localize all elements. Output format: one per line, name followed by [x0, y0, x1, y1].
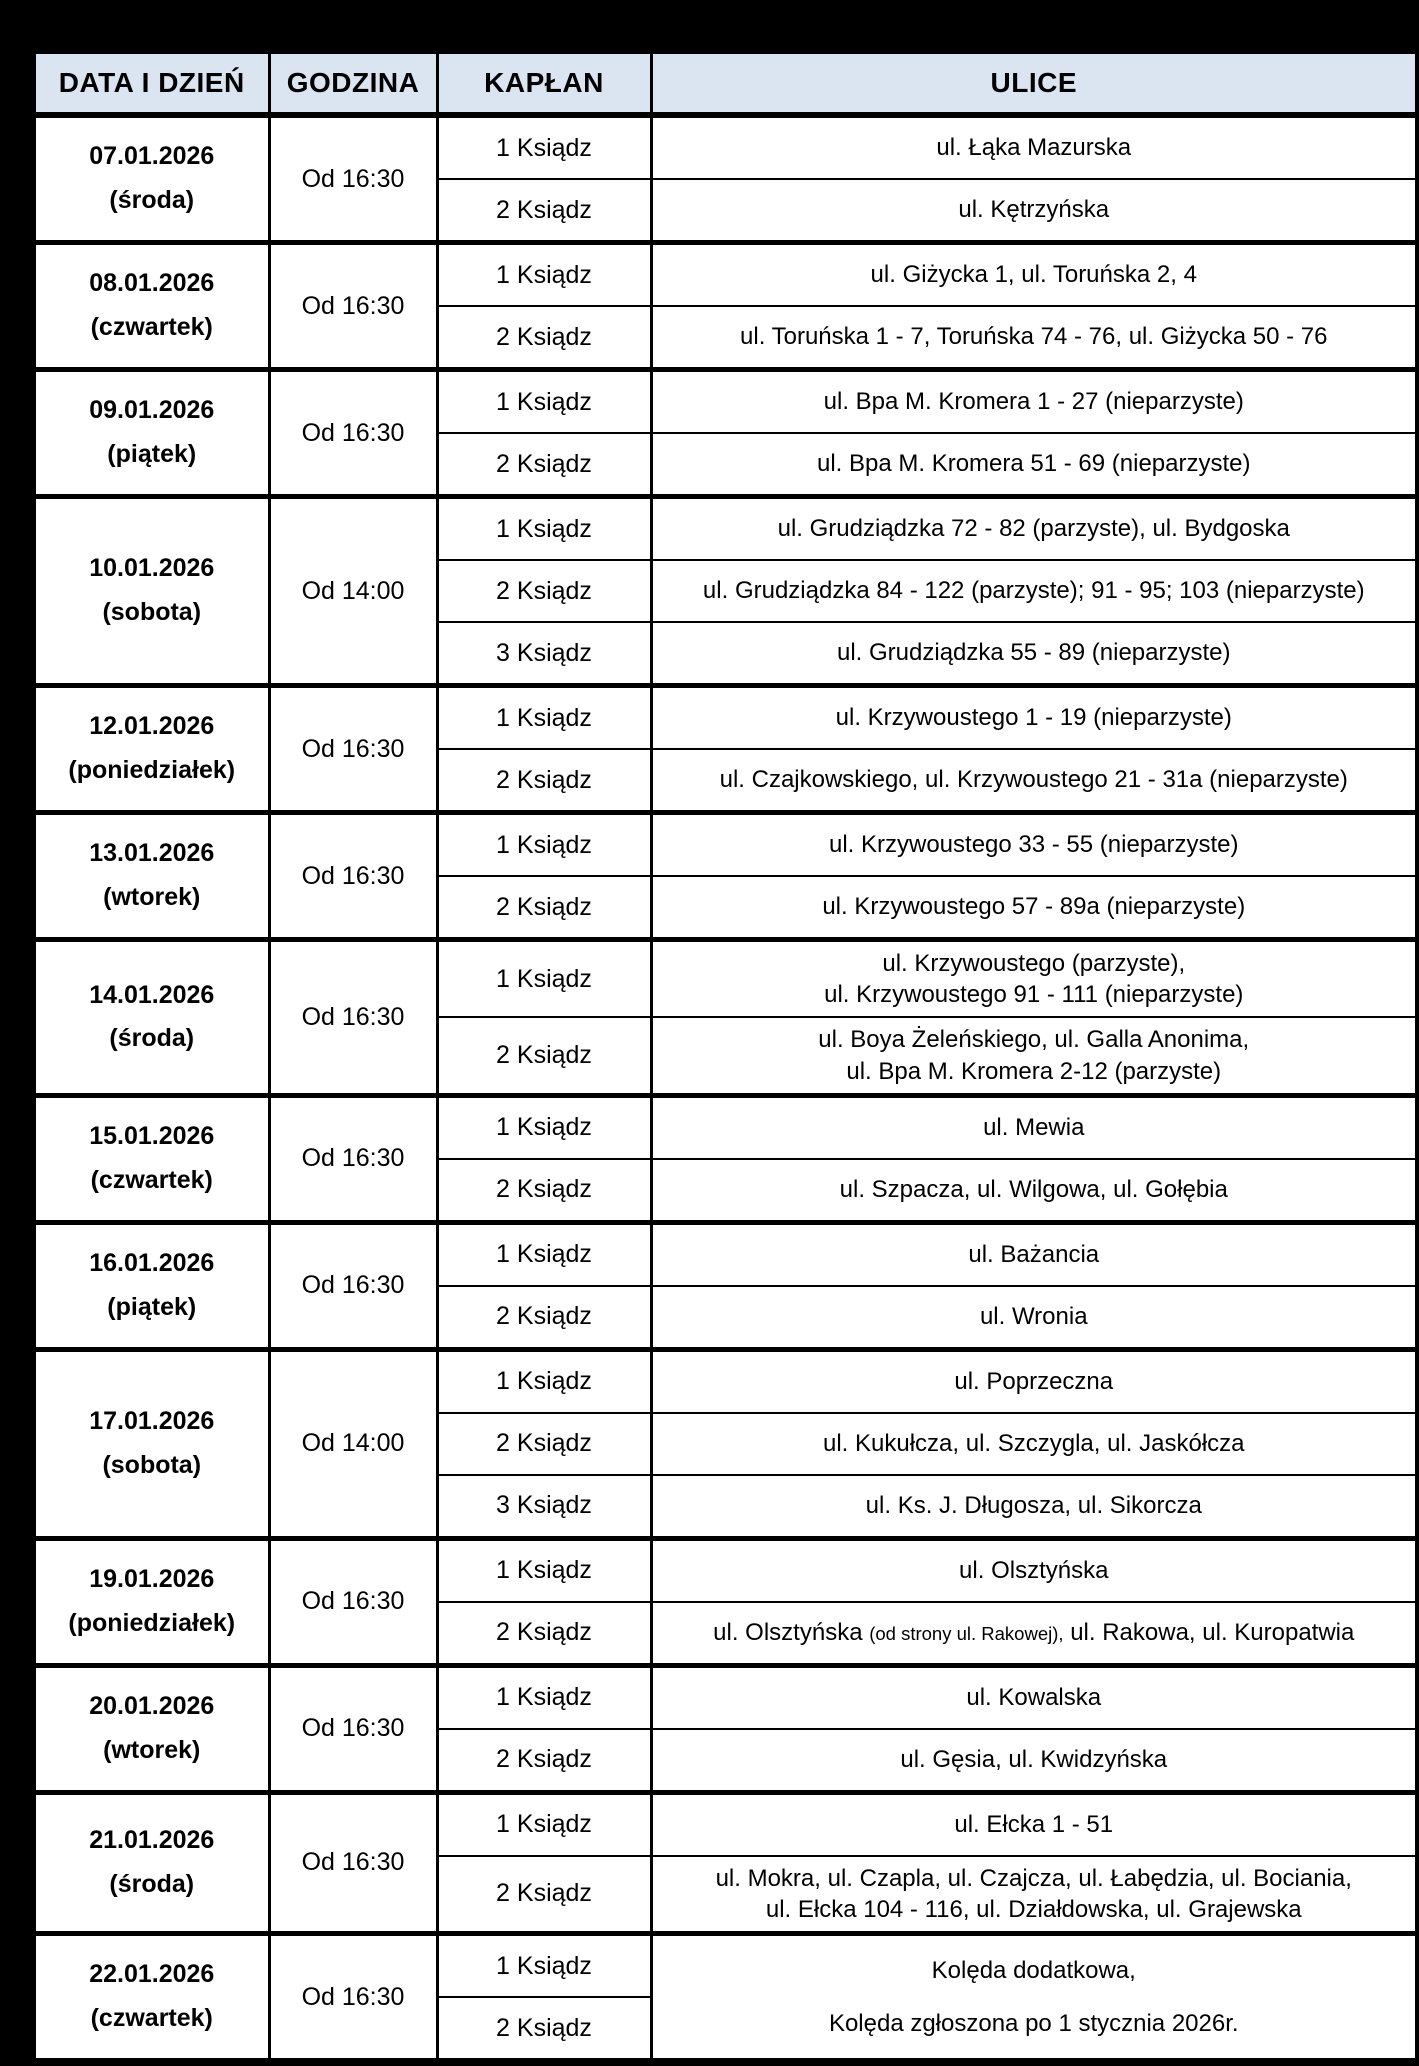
streets-cell: [651, 813, 1419, 877]
street-text-segment: ul. Ełcka 104 - 116, ul. Działdowska, ul. Grajewska: [765, 1895, 1302, 1923]
weekday-text: (czwartek): [90, 313, 213, 341]
street-text-segment: ul. Kukułcza, ul. Szczygla, ul. Jaskółcza: [822, 1430, 1245, 1458]
date-cell: [32, 1538, 269, 1665]
date-text: 16.01.2026: [89, 1249, 215, 1277]
streets-cell: [651, 1159, 1419, 1223]
time-cell: Od 16:30: [269, 243, 437, 370]
date-cell: [32, 813, 269, 940]
streets-cell: [651, 940, 1419, 1018]
street-line: [665, 575, 1404, 606]
priest-cell: 2 Ksiądz: [437, 433, 651, 497]
time-cell: Od 16:30: [269, 1934, 437, 2063]
streets-cell: [651, 497, 1419, 561]
date-cell: [32, 1792, 269, 1933]
street-text-segment: ul. Krzywoustego 57 - 89a (nieparzyste): [822, 893, 1246, 921]
weekday-text: (wtorek): [103, 883, 201, 911]
weekday-text: (wtorek): [103, 1735, 201, 1764]
kolenda-schedule-table: [28, 46, 1419, 2066]
street-text-segment: ul. Krzywoustego 91 - 111 (nieparzyste): [824, 981, 1244, 1009]
streets-cell: [651, 1413, 1419, 1475]
priest-row: [32, 686, 1419, 750]
street-line: [665, 2008, 1404, 2039]
date-text: 21.01.2026: [89, 1826, 215, 1855]
street-line: [665, 1366, 1404, 1397]
date-text: 19.01.2026: [89, 1565, 215, 1593]
street-line: [665, 1112, 1404, 1143]
priest-cell: 1 Ksiądz: [437, 1934, 651, 1998]
date-text: 17.01.2026: [89, 1407, 215, 1435]
street-line: [665, 1024, 1404, 1055]
street-line: [665, 702, 1404, 733]
weekday-text: (środa): [109, 1024, 195, 1053]
priest-row: [32, 1665, 1419, 1729]
priest-cell: 1 Ksiądz: [437, 940, 651, 1018]
street-line: [665, 1428, 1404, 1459]
street-line: [665, 764, 1404, 795]
street-text-segment: ul. Giżycka 1, ul. Toruńska 2, 4: [870, 261, 1197, 289]
weekday-text: (poniedziałek): [68, 1608, 236, 1637]
street-line: [665, 259, 1404, 290]
street-line: [665, 1682, 1404, 1713]
streets-cell: [651, 1222, 1419, 1286]
priest-cell: 2 Ksiądz: [437, 1413, 651, 1475]
time-cell: Od 16:30: [269, 813, 437, 940]
priest-cell: 3 Ksiądz: [437, 622, 651, 686]
header-streets: ULICE: [651, 50, 1419, 115]
priest-cell: 2 Ksiądz: [437, 749, 651, 813]
street-line: [665, 891, 1404, 922]
header-priest: KAPŁAN: [437, 50, 651, 115]
priest-row: [32, 115, 1419, 179]
weekday-text: (czwartek): [90, 2004, 213, 2033]
streets-cell: [651, 243, 1419, 307]
day-block: [32, 1934, 1419, 2063]
street-text-segment: ul. Gęsia, ul. Kwidzyńska: [900, 1746, 1168, 1774]
day-block: [32, 1792, 1419, 1933]
street-text-segment: ul. Grudziądzka 72 - 82 (parzyste), ul. Bydgoska: [777, 515, 1290, 543]
streets-cell: [651, 1349, 1419, 1413]
street-text-segment: ul. Grudziądzka 84 - 122 (parzyste); 91 - 95; 103 (nieparzyste): [702, 577, 1365, 605]
day-block: [32, 1349, 1419, 1538]
street-line: [665, 1744, 1404, 1775]
streets-cell: [651, 1934, 1419, 2063]
date-text: 22.01.2026: [89, 1960, 215, 1989]
priest-cell: 1 Ksiądz: [437, 1792, 651, 1856]
time-cell: Od 16:30: [269, 1222, 437, 1349]
weekday-text: (poniedziałek): [68, 756, 236, 784]
time-cell: Od 16:30: [269, 686, 437, 813]
street-line: [665, 1809, 1404, 1840]
street-text-segment: ul. Krzywoustego (parzyste),: [882, 950, 1186, 977]
priest-cell: 1 Ksiądz: [437, 497, 651, 561]
day-block: [32, 813, 1419, 940]
header-date-day: DATA I DZIEŃ: [32, 50, 269, 115]
weekday-text: (sobota): [102, 1450, 202, 1479]
priest-cell: 1 Ksiądz: [437, 1349, 651, 1413]
day-block: [32, 370, 1419, 497]
street-line: [665, 321, 1404, 352]
streets-cell: [651, 686, 1419, 750]
priest-row: [32, 1934, 1419, 1998]
priest-cell: 1 Ksiądz: [437, 1538, 651, 1602]
day-block: [32, 1222, 1419, 1349]
date-cell: [32, 1934, 269, 2063]
street-text-segment: ul. Bpa M. Kromera 51 - 69 (nieparzyste): [816, 450, 1251, 478]
date-text: 10.01.2026: [89, 554, 215, 583]
street-text-segment: ul. Poprzeczna: [954, 1368, 1114, 1396]
date-cell: [32, 686, 269, 813]
priest-cell: 2 Ksiądz: [437, 1856, 651, 1934]
street-text-segment: ul. Krzywoustego 33 - 55 (nieparzyste): [828, 831, 1239, 859]
priest-cell: 1 Ksiądz: [437, 1665, 651, 1729]
header-time: GODZINA: [269, 50, 437, 115]
date-text: 20.01.2026: [89, 1692, 215, 1720]
street-line: [665, 448, 1404, 479]
priest-row: [32, 1538, 1419, 1602]
priest-cell: 1 Ksiądz: [437, 1095, 651, 1159]
streets-cell: [651, 1856, 1419, 1934]
day-block: [32, 115, 1419, 243]
priest-cell: 2 Ksiądz: [437, 876, 651, 940]
date-cell: [32, 1095, 269, 1222]
streets-cell: [651, 1017, 1419, 1095]
streets-cell: [651, 306, 1419, 370]
day-block: [32, 1665, 1419, 1792]
street-text-segment: ul. Ks. J. Długosza, ul. Sikorcza: [865, 1492, 1202, 1520]
priest-cell: 2 Ksiądz: [437, 1729, 651, 1793]
weekday-text: (piątek): [107, 440, 197, 468]
street-line: [665, 637, 1404, 668]
time-cell: Od 16:30: [269, 1665, 437, 1792]
street-text-segment: (od strony ul. Rakowej),: [869, 1623, 1064, 1645]
date-cell: [32, 243, 269, 370]
street-text-segment: ul. Kowalska: [966, 1684, 1102, 1712]
streets-cell: [651, 1538, 1419, 1602]
priest-cell: 2 Ksiądz: [437, 1159, 651, 1223]
schedule-table-container: [28, 46, 1415, 2066]
street-line: [665, 1301, 1404, 1332]
priest-cell: 2 Ksiądz: [437, 560, 651, 622]
street-line: [665, 1555, 1404, 1586]
priest-row: [32, 940, 1419, 1018]
street-text-segment: Kolęda dodatkowa,: [931, 1956, 1136, 1984]
street-line: [665, 1174, 1404, 1205]
street-text-segment: ul. Boya Żeleńskiego, ul. Galla Anonima,: [818, 1026, 1250, 1054]
streets-cell: [651, 370, 1419, 434]
date-text: 15.01.2026: [89, 1122, 215, 1150]
street-line: [665, 1955, 1404, 1986]
time-cell: Od 16:30: [269, 940, 437, 1096]
street-text-segment: ul. Toruńska 1 - 7, Toruńska 74 - 76, ul. Giżycka 50 - 76: [740, 323, 1328, 351]
date-cell: [32, 940, 269, 1096]
street-line: [665, 948, 1404, 979]
street-text-segment: ul. Bażancia: [968, 1241, 1100, 1269]
header-row: [32, 50, 1419, 115]
weekday-text: (środa): [109, 186, 195, 214]
priest-cell: 2 Ksiądz: [437, 1017, 651, 1095]
streets-cell: [651, 622, 1419, 686]
priest-row: [32, 1349, 1419, 1413]
day-block: [32, 686, 1419, 813]
streets-cell: [651, 179, 1419, 243]
street-text-segment: ul. Wronia: [979, 1303, 1088, 1331]
street-line: [665, 1863, 1404, 1894]
time-cell: Od 16:30: [269, 115, 437, 243]
street-text-segment: ul. Bpa M. Kromera 1 - 27 (nieparzyste): [823, 388, 1244, 416]
streets-cell: [651, 1475, 1419, 1539]
date-text: 13.01.2026: [89, 839, 215, 868]
date-cell: [32, 1222, 269, 1349]
street-text-segment: ul. Olsztyńska: [713, 1619, 870, 1647]
day-block: [32, 243, 1419, 370]
street-line: [665, 386, 1404, 417]
streets-cell: [651, 1729, 1419, 1793]
date-text: 07.01.2026: [89, 142, 215, 171]
weekday-text: (środa): [109, 1869, 195, 1898]
time-cell: Od 14:00: [269, 1349, 437, 1538]
date-text: 08.01.2026: [89, 269, 215, 298]
street-text-segment: ul. Kętrzyńska: [958, 196, 1110, 224]
street-text-segment: Kolęda zgłoszona po 1 stycznia 2026r.: [828, 2010, 1239, 2038]
street-text-segment: ul. Czajkowskiego, ul. Krzywoustego 21 - 31a (nieparzyste): [719, 766, 1348, 794]
streets-cell: [651, 1792, 1419, 1856]
priest-cell: 2 Ksiądz: [437, 179, 651, 243]
priest-row: [32, 1792, 1419, 1856]
priest-row: [32, 243, 1419, 307]
streets-cell: [651, 433, 1419, 497]
street-line: [665, 1490, 1404, 1521]
time-cell: Od 16:30: [269, 1095, 437, 1222]
street-text-segment: ul. Rakowa, ul. Kuropatwia: [1063, 1619, 1355, 1647]
street-text-segment: ul. Łąka Mazurska: [936, 134, 1132, 162]
priest-cell: 1 Ksiądz: [437, 370, 651, 434]
day-block: [32, 497, 1419, 686]
street-line: [665, 1894, 1404, 1925]
street-line: [665, 132, 1404, 163]
street-text-segment: ul. Szpacza, ul. Wilgowa, ul. Gołębia: [839, 1176, 1228, 1204]
day-block: [32, 1095, 1419, 1222]
street-text-segment: ul. Bpa M. Kromera 2-12 (parzyste): [846, 1057, 1222, 1085]
weekday-text: (czwartek): [90, 1165, 213, 1194]
street-line: [665, 979, 1404, 1010]
priest-cell: 2 Ksiądz: [437, 306, 651, 370]
street-line: [665, 829, 1404, 860]
streets-cell: [651, 749, 1419, 813]
streets-cell: [651, 1665, 1419, 1729]
priest-cell: 1 Ksiądz: [437, 686, 651, 750]
date-cell: [32, 1349, 269, 1538]
street-text-segment: ul. Mokra, ul. Czapla, ul. Czajcza, ul. Łabędzia, ul. Bociania,: [715, 1864, 1352, 1892]
street-line: [665, 1239, 1404, 1270]
streets-cell: [651, 115, 1419, 179]
date-text: 09.01.2026: [89, 396, 215, 425]
streets-cell: [651, 560, 1419, 622]
priest-row: [32, 370, 1419, 434]
streets-cell: [651, 1602, 1419, 1666]
street-line: [665, 1056, 1404, 1087]
street-text-segment: ul. Grudziądzka 55 - 89 (nieparzyste): [836, 639, 1231, 667]
time-cell: Od 16:30: [269, 1538, 437, 1665]
time-cell: Od 14:00: [269, 497, 437, 686]
day-block: [32, 940, 1419, 1096]
priest-cell: 1 Ksiądz: [437, 813, 651, 877]
street-line: [665, 513, 1404, 544]
priest-row: [32, 813, 1419, 877]
date-text: 12.01.2026: [89, 712, 215, 741]
date-cell: [32, 1665, 269, 1792]
priest-row: [32, 1095, 1419, 1159]
priest-cell: 2 Ksiądz: [437, 1286, 651, 1350]
street-text-segment: ul. Krzywoustego 1 - 19 (nieparzyste): [835, 704, 1232, 732]
priest-row: [32, 1222, 1419, 1286]
priest-cell: 3 Ksiądz: [437, 1475, 651, 1539]
weekday-text: (sobota): [102, 598, 202, 626]
street-line: [665, 194, 1404, 225]
priest-cell: 2 Ksiądz: [437, 1602, 651, 1666]
day-block: [32, 1538, 1419, 1665]
street-text-segment: ul. Mewia: [983, 1114, 1085, 1142]
priest-cell: 1 Ksiądz: [437, 243, 651, 307]
weekday-text: (piątek): [107, 1292, 197, 1321]
street-line: [665, 1617, 1404, 1648]
priest-cell: 2 Ksiądz: [437, 1997, 651, 2062]
priest-cell: 1 Ksiądz: [437, 1222, 651, 1286]
streets-cell: [651, 1095, 1419, 1159]
date-cell: [32, 370, 269, 497]
street-text-segment: ul. Olsztyńska: [959, 1557, 1109, 1585]
date-text: 14.01.2026: [89, 980, 215, 1009]
date-cell: [32, 115, 269, 243]
streets-cell: [651, 1286, 1419, 1350]
priest-cell: 1 Ksiądz: [437, 115, 651, 179]
street-text-segment: ul. Ełcka 1 - 51: [954, 1811, 1114, 1839]
streets-cell: [651, 876, 1419, 940]
priest-row: [32, 497, 1419, 561]
time-cell: Od 16:30: [269, 370, 437, 497]
date-cell: [32, 497, 269, 686]
time-cell: Od 16:30: [269, 1792, 437, 1933]
